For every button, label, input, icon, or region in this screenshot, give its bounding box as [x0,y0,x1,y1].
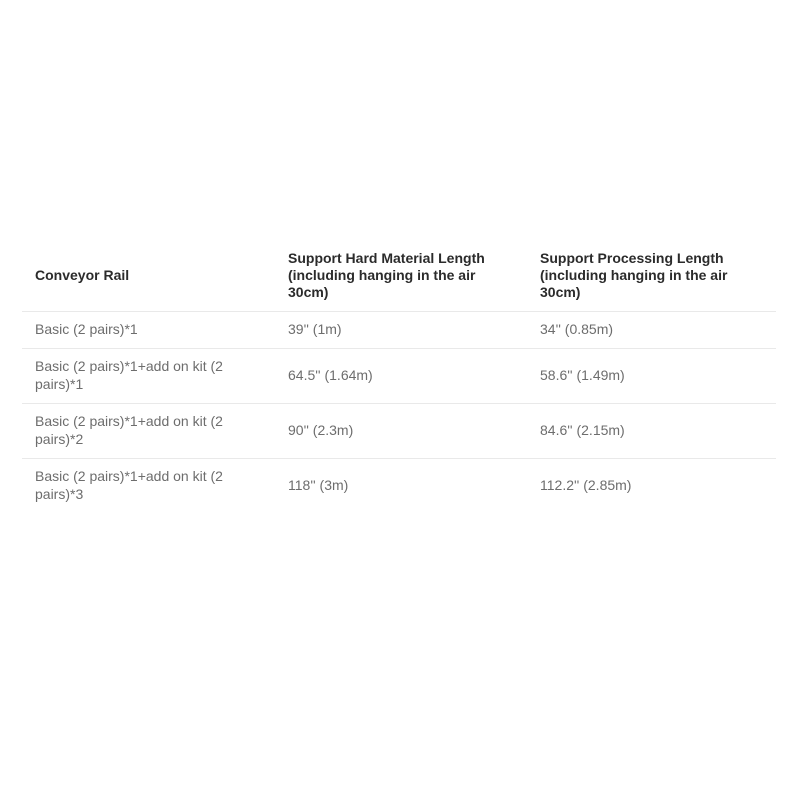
cell-hard-material-length: 39'' (1m) [275,312,527,349]
conveyor-rail-spec-table [22,240,776,513]
cell-conveyor-rail: Basic (2 pairs)*1+add on kit (2 pairs)*2 [22,404,275,459]
cell-conveyor-rail: Basic (2 pairs)*1 [22,312,275,349]
column-header-processing-length: Support Processing Length (including hanging in the air 30cm) [527,240,776,312]
cell-conveyor-rail: Basic (2 pairs)*1+add on kit (2 pairs)*1 [22,349,275,404]
cell-processing-length: 58.6'' (1.49m) [527,349,776,404]
cell-conveyor-rail: Basic (2 pairs)*1+add on kit (2 pairs)*3 [35,467,223,502]
cell-hard-material-length: 118'' (3m) [288,476,349,493]
column-header-hard-material-length: Support Hard Material Length (including hanging in the air 30cm) [275,240,527,312]
cell-hard-material-length: 90'' (2.3m) [275,404,527,459]
cell-processing-length: 112.2'' (2.85m) [540,476,632,493]
table-row [22,349,776,404]
cell-processing-length: 34'' (0.85m) [527,312,776,349]
table-header-row [22,240,776,312]
cell-processing-length: 84.6'' (2.15m) [527,404,776,459]
table-row [22,404,776,459]
table-row [22,312,776,349]
table-row [22,458,776,512]
column-header-conveyor-rail: Conveyor Rail [22,240,275,312]
cell-hard-material-length: 64.5'' (1.64m) [275,349,527,404]
